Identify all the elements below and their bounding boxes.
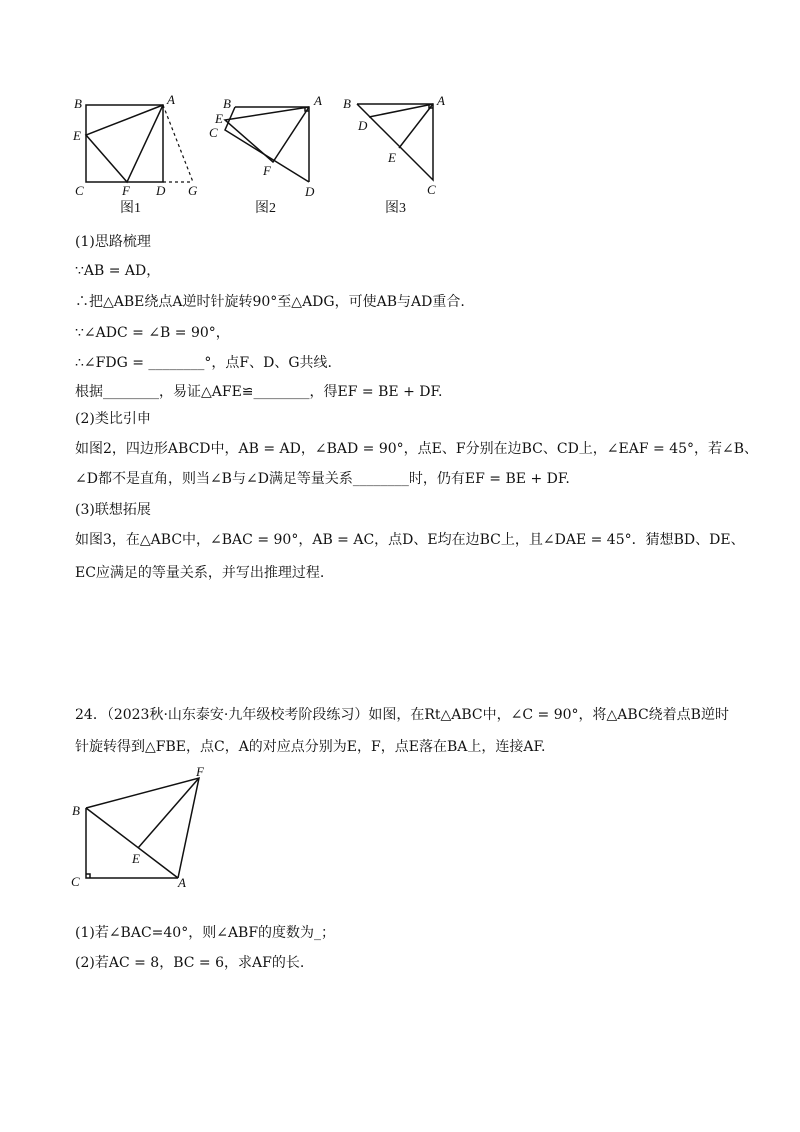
label-A: A bbox=[167, 92, 175, 107]
figure-caption: 图2 bbox=[255, 201, 276, 216]
q24-sub1: (1)若∠BAC=40°，则∠ABF的度数为_； bbox=[75, 925, 336, 941]
q23-part1-title: (1)思路梳理 bbox=[75, 234, 151, 250]
label-D: D bbox=[156, 183, 166, 198]
q23-part3-line1: 如图3，在△ABC中，∠BAC = 90°，AB = AC，点D、E均在边BC上，且∠DAE = 45°．猜想BD、DE、 bbox=[75, 532, 745, 548]
q23-part1-line3: ∵∠ADC = ∠B = 90°， bbox=[75, 325, 230, 341]
q24-line1: 24．（2023秋·山东泰安·九年级校考阶段练习）如图，在Rt△ABC中，∠C = 90°，将△ABC绕着点B逆时 bbox=[75, 707, 729, 723]
figure-2 bbox=[205, 92, 335, 217]
q23-part2-title: (2)类比引申 bbox=[75, 411, 151, 427]
q23-part1-line1: ∵AB = AD， bbox=[75, 263, 161, 279]
q23-part2-line2: ∠D都不是直角，则当∠B与∠D满足等量关系________时，仍有EF = BE + DF. bbox=[75, 471, 570, 487]
q23-part3-title: (3)联想拓展 bbox=[75, 502, 151, 518]
label-E: E bbox=[388, 150, 396, 165]
label-A: A bbox=[314, 93, 322, 108]
label-G: G bbox=[188, 183, 198, 198]
q23-part3-line2: EC应满足的等量关系，并写出推理过程. bbox=[75, 565, 325, 581]
label-E: E bbox=[215, 111, 223, 126]
label-C: C bbox=[71, 874, 80, 889]
figure-caption: 图1 bbox=[120, 201, 141, 216]
label-F: F bbox=[196, 764, 204, 779]
label-C: C bbox=[427, 182, 436, 197]
label-C: C bbox=[75, 183, 84, 198]
label-E: E bbox=[132, 851, 140, 866]
q23-part1-line5: 根据________，易证△AFE≌________，得EF = BE + DF. bbox=[75, 384, 443, 400]
label-B: B bbox=[343, 96, 351, 111]
q23-part1-line2: ∴把△ABE绕点A逆时针旋转90°至△ADG，可使AB与AD重合. bbox=[75, 294, 465, 310]
figure-caption: 图3 bbox=[385, 201, 406, 216]
label-C: C bbox=[209, 125, 218, 140]
figure-3 bbox=[335, 92, 455, 217]
figure-4 bbox=[66, 762, 216, 892]
label-B: B bbox=[72, 803, 80, 818]
label-D: D bbox=[305, 184, 315, 199]
figure-1 bbox=[70, 92, 210, 217]
q23-part1-line4: ∴∠FDG = ________°，点F、D、G共线. bbox=[75, 355, 332, 371]
label-E: E bbox=[73, 128, 81, 143]
label-A: A bbox=[437, 93, 445, 108]
q24-line2: 针旋转得到△FBE，点C，A的对应点分别为E，F，点E落在BA上，连接AF. bbox=[75, 739, 546, 755]
label-B: B bbox=[74, 96, 82, 111]
q24-sub2: (2)若AC = 8，BC = 6，求AF的长. bbox=[75, 955, 305, 971]
label-F: F bbox=[122, 183, 130, 198]
q23-part2-line1: 如图2，四边形ABCD中，AB = AD，∠BAD = 90°，点E、F分别在边BC、CD上，∠EAF = 45°，若∠B、 bbox=[75, 441, 759, 457]
label-A: A bbox=[178, 875, 186, 890]
label-B: B bbox=[223, 96, 231, 111]
label-F: F bbox=[263, 163, 271, 178]
label-D: D bbox=[358, 118, 368, 133]
